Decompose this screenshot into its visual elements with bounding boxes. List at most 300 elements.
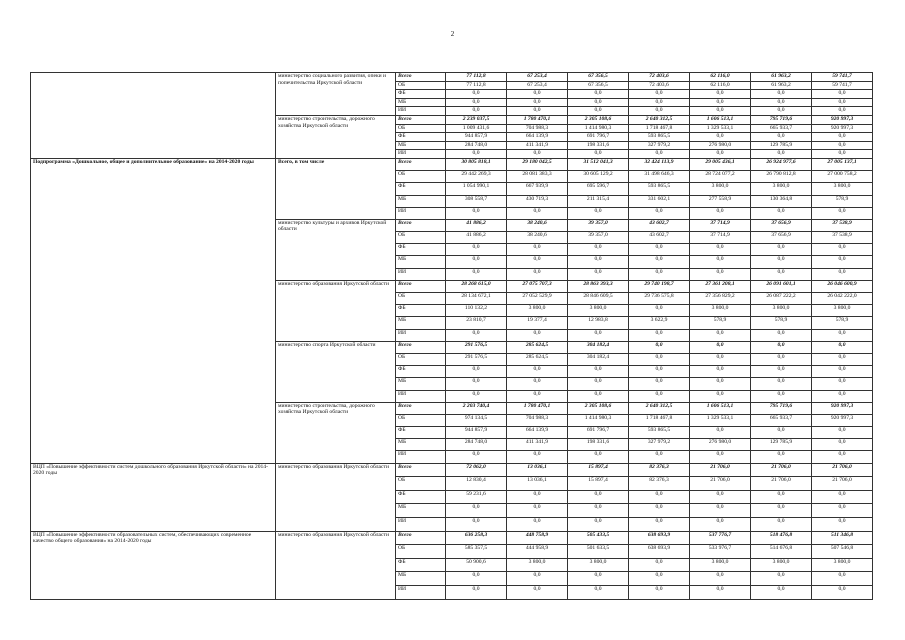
- amount-cell: 0,0: [751, 451, 812, 463]
- amount-cell: 28 724 077,2: [690, 171, 751, 183]
- amount-cell: 0,0: [751, 366, 812, 378]
- amount-cell: 0,0: [568, 150, 629, 159]
- amount-cell: 0,0: [751, 341, 812, 353]
- amount-cell: 0,0: [507, 451, 568, 463]
- amount-cell: 0,0: [812, 366, 873, 378]
- budget-table: [30, 72, 873, 600]
- amount-cell: 0,0: [690, 150, 751, 159]
- amount-cell: 665 933,7: [751, 414, 812, 426]
- table-row: [31, 158, 873, 170]
- amount-cell: 26 790 812,8: [751, 171, 812, 183]
- amount-cell: 0,0: [751, 107, 812, 116]
- funding-source: ИИ: [396, 518, 446, 532]
- amount-cell: 578,9: [812, 317, 873, 329]
- funding-source: ОБ: [396, 81, 446, 90]
- amount-cell: 37 656,9: [751, 232, 812, 244]
- amount-cell: 664 139,9: [507, 427, 568, 439]
- amount-cell: 0,0: [446, 207, 507, 219]
- amount-cell: 0,0: [629, 390, 690, 402]
- amount-cell: 0,0: [568, 585, 629, 599]
- amount-cell: 0,0: [690, 353, 751, 365]
- amount-cell: 3 800,0: [690, 183, 751, 195]
- amount-cell: 0,0: [812, 518, 873, 532]
- program-name: [31, 73, 276, 159]
- amount-cell: 37 656,9: [751, 219, 812, 231]
- amount-cell: 0,0: [629, 558, 690, 572]
- amount-cell: 0,0: [446, 107, 507, 116]
- amount-cell: 638 693,9: [629, 531, 690, 545]
- table-row: [31, 463, 873, 477]
- amount-cell: 304 182,4: [568, 341, 629, 353]
- amount-cell: 974 134,5: [446, 414, 507, 426]
- funding-source: ИИ: [396, 107, 446, 116]
- amount-cell: 0,0: [629, 518, 690, 532]
- amount-cell: 0,0: [629, 90, 690, 99]
- amount-cell: 61 963,2: [751, 81, 812, 90]
- amount-cell: 41 886,2: [446, 232, 507, 244]
- amount-cell: 0,0: [629, 341, 690, 353]
- amount-cell: 30 605 129,2: [568, 171, 629, 183]
- funding-source: ОБ: [396, 232, 446, 244]
- amount-cell: 38 240,6: [507, 232, 568, 244]
- amount-cell: 3 800,0: [751, 305, 812, 317]
- amount-cell: 920 997,3: [812, 124, 873, 133]
- amount-cell: 0,0: [690, 504, 751, 518]
- amount-cell: 0,0: [507, 572, 568, 586]
- amount-cell: 1 780 470,1: [507, 115, 568, 124]
- amount-cell: 276 980,0: [690, 141, 751, 150]
- amount-cell: 0,0: [507, 268, 568, 280]
- amount-cell: 0,0: [568, 207, 629, 219]
- amount-cell: 0,0: [812, 244, 873, 256]
- amount-cell: 0,0: [751, 490, 812, 504]
- amount-cell: 0,0: [568, 366, 629, 378]
- amount-cell: 411 341,9: [507, 439, 568, 451]
- amount-cell: 27 000 758,2: [812, 171, 873, 183]
- amount-cell: 0,0: [507, 107, 568, 116]
- amount-cell: 277 558,9: [690, 195, 751, 207]
- amount-cell: 0,0: [690, 256, 751, 268]
- amount-cell: 0,0: [446, 329, 507, 341]
- amount-cell: 0,0: [812, 141, 873, 150]
- amount-cell: 0,0: [690, 518, 751, 532]
- amount-cell: 667 939,9: [507, 183, 568, 195]
- amount-cell: 0,0: [629, 329, 690, 341]
- amount-cell: 3 800,0: [751, 183, 812, 195]
- amount-cell: 0,0: [568, 390, 629, 402]
- funding-source: Всего: [396, 73, 446, 82]
- amount-cell: 27 005 137,1: [812, 158, 873, 170]
- amount-cell: 0,0: [629, 490, 690, 504]
- funding-source: ФБ: [396, 558, 446, 572]
- amount-cell: 1 009 431,6: [446, 124, 507, 133]
- amount-cell: 291 576,5: [446, 353, 507, 365]
- amount-cell: 0,0: [751, 90, 812, 99]
- funding-source: МБ: [396, 572, 446, 586]
- funding-source: Всего: [396, 341, 446, 353]
- amount-cell: 0,0: [812, 585, 873, 599]
- amount-cell: 0,0: [568, 451, 629, 463]
- amount-cell: 507 546,8: [812, 545, 873, 559]
- amount-cell: 0,0: [812, 268, 873, 280]
- funding-source: ОБ: [396, 293, 446, 305]
- amount-cell: 21 706,0: [751, 463, 812, 477]
- amount-cell: 0,0: [812, 341, 873, 353]
- amount-cell: 920 997,3: [812, 414, 873, 426]
- funding-source: ФБ: [396, 133, 446, 142]
- amount-cell: 0,0: [568, 268, 629, 280]
- amount-cell: 43 602,7: [629, 232, 690, 244]
- amount-cell: 0,0: [812, 572, 873, 586]
- amount-cell: 21 706,0: [690, 477, 751, 491]
- amount-cell: 0,0: [507, 366, 568, 378]
- amount-cell: 1 329 533,1: [690, 414, 751, 426]
- amount-cell: 1 718 467,8: [629, 124, 690, 133]
- funding-source: Всего: [396, 531, 446, 545]
- amount-cell: 0,0: [568, 107, 629, 116]
- budget-table-body: [31, 73, 873, 600]
- amount-cell: 284 748,0: [446, 439, 507, 451]
- amount-cell: 0,0: [751, 256, 812, 268]
- amount-cell: 0,0: [751, 98, 812, 107]
- amount-cell: 0,0: [751, 207, 812, 219]
- funding-source: МБ: [396, 256, 446, 268]
- amount-cell: 0,0: [690, 133, 751, 142]
- amount-cell: 691 796,7: [568, 133, 629, 142]
- amount-cell: 0,0: [751, 427, 812, 439]
- amount-cell: 0,0: [690, 390, 751, 402]
- amount-cell: 0,0: [751, 353, 812, 365]
- amount-cell: 3 800,0: [812, 558, 873, 572]
- funding-source: МБ: [396, 439, 446, 451]
- amount-cell: 21 706,0: [751, 477, 812, 491]
- amount-cell: 0,0: [751, 378, 812, 390]
- responsible-executor: министерство спорта Иркутской области: [276, 341, 396, 402]
- amount-cell: 0,0: [812, 390, 873, 402]
- amount-cell: 920 997,3: [812, 115, 873, 124]
- amount-cell: 638 693,9: [629, 545, 690, 559]
- amount-cell: 0,0: [751, 585, 812, 599]
- funding-source: ИИ: [396, 451, 446, 463]
- amount-cell: 1 054 990,1: [446, 183, 507, 195]
- amount-cell: 0,0: [812, 256, 873, 268]
- amount-cell: 308 558,7: [446, 195, 507, 207]
- amount-cell: 2 640 312,5: [629, 115, 690, 124]
- amount-cell: 0,0: [690, 90, 751, 99]
- amount-cell: 795 719,6: [751, 115, 812, 124]
- responsible-executor: министерство образования Иркутской области: [276, 531, 396, 599]
- amount-cell: 0,0: [751, 244, 812, 256]
- funding-source: МБ: [396, 98, 446, 107]
- amount-cell: 19 377,4: [507, 317, 568, 329]
- amount-cell: 21 706,0: [812, 477, 873, 491]
- amount-cell: 39 357,0: [568, 232, 629, 244]
- amount-cell: 593 865,5: [629, 133, 690, 142]
- amount-cell: 0,0: [812, 98, 873, 107]
- amount-cell: 29 736 575,8: [629, 293, 690, 305]
- amount-cell: 0,0: [568, 98, 629, 107]
- amount-cell: 0,0: [690, 244, 751, 256]
- amount-cell: 0,0: [507, 150, 568, 159]
- amount-cell: 72 403,6: [629, 73, 690, 82]
- amount-cell: 0,0: [568, 378, 629, 390]
- amount-cell: 110 132,2: [446, 305, 507, 317]
- amount-cell: 285 624,5: [507, 353, 568, 365]
- amount-cell: 0,0: [690, 427, 751, 439]
- amount-cell: 77 112,8: [446, 73, 507, 82]
- amount-cell: 1 718 467,8: [629, 414, 690, 426]
- amount-cell: 327 979,2: [629, 439, 690, 451]
- table-row: [31, 73, 873, 82]
- amount-cell: 0,0: [751, 504, 812, 518]
- amount-cell: 0,0: [812, 329, 873, 341]
- funding-source: ФБ: [396, 427, 446, 439]
- amount-cell: 27 361 208,1: [690, 280, 751, 292]
- amount-cell: 0,0: [507, 585, 568, 599]
- amount-cell: 2 203 740,4: [446, 402, 507, 414]
- amount-cell: 0,0: [629, 451, 690, 463]
- amount-cell: 26 042 222,0: [812, 293, 873, 305]
- amount-cell: 0,0: [690, 268, 751, 280]
- amount-cell: 13 036,1: [507, 463, 568, 477]
- amount-cell: 578,9: [690, 317, 751, 329]
- amount-cell: 2 305 108,6: [568, 402, 629, 414]
- amount-cell: 0,0: [751, 329, 812, 341]
- amount-cell: 0,0: [690, 107, 751, 116]
- amount-cell: 0,0: [690, 490, 751, 504]
- amount-cell: 518 476,8: [751, 531, 812, 545]
- amount-cell: 578,9: [812, 195, 873, 207]
- amount-cell: 0,0: [446, 256, 507, 268]
- amount-cell: 1 780 470,1: [507, 402, 568, 414]
- amount-cell: 331 602,1: [629, 195, 690, 207]
- amount-cell: 0,0: [629, 98, 690, 107]
- amount-cell: 82 376,3: [629, 463, 690, 477]
- amount-cell: 61 963,2: [751, 73, 812, 82]
- amount-cell: 0,0: [568, 256, 629, 268]
- amount-cell: 27 356 829,2: [690, 293, 751, 305]
- amount-cell: 129 785,9: [751, 439, 812, 451]
- amount-cell: 37 714,9: [690, 232, 751, 244]
- amount-cell: 0,0: [446, 390, 507, 402]
- amount-cell: 795 719,6: [751, 402, 812, 414]
- amount-cell: 0,0: [690, 329, 751, 341]
- amount-cell: 198 331,6: [568, 141, 629, 150]
- amount-cell: 62 116,0: [690, 73, 751, 82]
- amount-cell: 0,0: [446, 585, 507, 599]
- amount-cell: 0,0: [446, 518, 507, 532]
- amount-cell: 0,0: [507, 390, 568, 402]
- amount-cell: 691 796,7: [568, 427, 629, 439]
- amount-cell: 0,0: [446, 572, 507, 586]
- amount-cell: 38 240,6: [507, 219, 568, 231]
- funding-source: ОБ: [396, 545, 446, 559]
- funding-source: Всего: [396, 115, 446, 124]
- amount-cell: 28 846 609,5: [568, 293, 629, 305]
- amount-cell: 3 800,0: [812, 183, 873, 195]
- amount-cell: 514 676,8: [751, 545, 812, 559]
- amount-cell: 0,0: [507, 504, 568, 518]
- amount-cell: 636 258,3: [446, 531, 507, 545]
- amount-cell: 0,0: [446, 268, 507, 280]
- amount-cell: 533 976,7: [690, 545, 751, 559]
- amount-cell: 0,0: [629, 150, 690, 159]
- amount-cell: 3 800,0: [751, 558, 812, 572]
- amount-cell: 664 139,9: [507, 133, 568, 142]
- amount-cell: 0,0: [629, 244, 690, 256]
- funding-source: МБ: [396, 195, 446, 207]
- amount-cell: 67 253,4: [507, 81, 568, 90]
- amount-cell: 0,0: [812, 427, 873, 439]
- funding-source: МБ: [396, 317, 446, 329]
- amount-cell: 3 800,0: [690, 558, 751, 572]
- amount-cell: 578,9: [751, 317, 812, 329]
- funding-source: ИИ: [396, 150, 446, 159]
- funding-source: ФБ: [396, 183, 446, 195]
- amount-cell: 0,0: [629, 572, 690, 586]
- responsible-executor: Всего, в том числе: [276, 158, 396, 219]
- program-name: ВЦП «Повышение эффективности систем дошкольного образования Иркутской области» на 2014-2020 годы: [31, 463, 276, 531]
- amount-cell: 593 865,5: [629, 183, 690, 195]
- amount-cell: 0,0: [690, 378, 751, 390]
- funding-source: ФБ: [396, 490, 446, 504]
- funding-source: Всего: [396, 463, 446, 477]
- amount-cell: 82 376,3: [629, 477, 690, 491]
- amount-cell: 15 897,4: [568, 463, 629, 477]
- program-name: Подпрограмма «Дошкольное, общее и дополнительное образование» на 2014-2020 годы: [31, 158, 276, 463]
- amount-cell: 665 933,7: [751, 124, 812, 133]
- amount-cell: 32 424 113,9: [629, 158, 690, 170]
- amount-cell: 0,0: [812, 207, 873, 219]
- amount-cell: 0,0: [568, 244, 629, 256]
- amount-cell: 26 087 222,2: [751, 293, 812, 305]
- amount-cell: 505 433,5: [568, 531, 629, 545]
- amount-cell: 285 624,5: [507, 341, 568, 353]
- amount-cell: 0,0: [507, 207, 568, 219]
- funding-source: МБ: [396, 378, 446, 390]
- amount-cell: 67 253,4: [507, 73, 568, 82]
- amount-cell: 41 886,2: [446, 219, 507, 231]
- amount-cell: 0,0: [690, 341, 751, 353]
- amount-cell: 27 052 529,9: [507, 293, 568, 305]
- amount-cell: 0,0: [629, 585, 690, 599]
- amount-cell: 0,0: [812, 378, 873, 390]
- amount-cell: 198 331,6: [568, 439, 629, 451]
- amount-cell: 1 606 513,1: [690, 402, 751, 414]
- amount-cell: 0,0: [812, 133, 873, 142]
- responsible-executor: министерство строительства, дорожного хозяйства Иркутской области: [276, 115, 396, 158]
- amount-cell: 0,0: [751, 268, 812, 280]
- amount-cell: 0,0: [507, 329, 568, 341]
- amount-cell: 59 741,7: [812, 81, 873, 90]
- amount-cell: 29 442 269,3: [446, 171, 507, 183]
- amount-cell: 0,0: [507, 98, 568, 107]
- amount-cell: 0,0: [446, 451, 507, 463]
- funding-source: ОБ: [396, 353, 446, 365]
- amount-cell: 72 062,0: [446, 463, 507, 477]
- amount-cell: 3 622,9: [629, 317, 690, 329]
- amount-cell: 0,0: [812, 90, 873, 99]
- amount-cell: 3 800,0: [812, 305, 873, 317]
- amount-cell: 77 112,8: [446, 81, 507, 90]
- amount-cell: 0,0: [446, 90, 507, 99]
- funding-source: ФБ: [396, 90, 446, 99]
- amount-cell: 0,0: [812, 504, 873, 518]
- amount-cell: 37 538,9: [812, 219, 873, 231]
- amount-cell: 3 800,0: [568, 558, 629, 572]
- amount-cell: 920 997,3: [812, 402, 873, 414]
- amount-cell: 0,0: [446, 150, 507, 159]
- amount-cell: 59 231,6: [446, 490, 507, 504]
- table-row: [31, 531, 873, 545]
- amount-cell: 585 357,5: [446, 545, 507, 559]
- amount-cell: 43 602,7: [629, 219, 690, 231]
- amount-cell: 67 356,5: [568, 81, 629, 90]
- amount-cell: 1 606 513,1: [690, 115, 751, 124]
- amount-cell: 0,0: [812, 439, 873, 451]
- amount-cell: 37 714,9: [690, 219, 751, 231]
- amount-cell: 26 091 601,1: [751, 280, 812, 292]
- amount-cell: 704 988,3: [507, 124, 568, 133]
- amount-cell: 27 075 707,3: [507, 280, 568, 292]
- amount-cell: 0,0: [507, 378, 568, 390]
- amount-cell: 29 180 042,5: [507, 158, 568, 170]
- responsible-executor: министерство культуры и архивов Иркутской области: [276, 219, 396, 280]
- amount-cell: 0,0: [507, 244, 568, 256]
- amount-cell: 3 800,0: [568, 305, 629, 317]
- amount-cell: 537 776,7: [690, 531, 751, 545]
- amount-cell: 12 830,4: [446, 477, 507, 491]
- responsible-executor: министерство строительства, дорожного хозяйства Иркутской области: [276, 402, 396, 463]
- amount-cell: 26 046 600,9: [812, 280, 873, 292]
- amount-cell: 28 863 393,3: [568, 280, 629, 292]
- amount-cell: 704 988,3: [507, 414, 568, 426]
- amount-cell: 0,0: [629, 207, 690, 219]
- amount-cell: 0,0: [446, 366, 507, 378]
- program-name: ВЦП «Повышение эффективности образовательных систем, обеспечивающих современное качество общего образования» на 2014-2020 годы: [31, 531, 276, 599]
- amount-cell: 0,0: [812, 451, 873, 463]
- amount-cell: 284 748,0: [446, 141, 507, 150]
- amount-cell: 0,0: [507, 518, 568, 532]
- amount-cell: 0,0: [690, 572, 751, 586]
- amount-cell: 304 182,4: [568, 353, 629, 365]
- amount-cell: 411 341,9: [507, 141, 568, 150]
- amount-cell: 3 800,0: [507, 558, 568, 572]
- amount-cell: 0,0: [751, 150, 812, 159]
- amount-cell: 2 239 037,5: [446, 115, 507, 124]
- amount-cell: 28 268 615,0: [446, 280, 507, 292]
- amount-cell: 0,0: [568, 490, 629, 504]
- page-number: 2: [450, 30, 455, 38]
- amount-cell: 0,0: [751, 390, 812, 402]
- amount-cell: 2 640 312,5: [629, 402, 690, 414]
- amount-cell: 0,0: [629, 353, 690, 365]
- amount-cell: 0,0: [629, 107, 690, 116]
- amount-cell: 0,0: [812, 150, 873, 159]
- amount-cell: 31 512 041,3: [568, 158, 629, 170]
- amount-cell: 29 740 198,7: [629, 280, 690, 292]
- responsible-executor: министерство образования Иркутской области: [276, 280, 396, 341]
- amount-cell: 944 857,9: [446, 427, 507, 439]
- funding-source: ИИ: [396, 207, 446, 219]
- amount-cell: 15 897,4: [568, 477, 629, 491]
- amount-cell: 501 633,5: [568, 545, 629, 559]
- amount-cell: 430 719,3: [507, 195, 568, 207]
- funding-source: МБ: [396, 141, 446, 150]
- amount-cell: 30 805 818,1: [446, 158, 507, 170]
- amount-cell: 72 403,6: [629, 81, 690, 90]
- funding-source: ФБ: [396, 366, 446, 378]
